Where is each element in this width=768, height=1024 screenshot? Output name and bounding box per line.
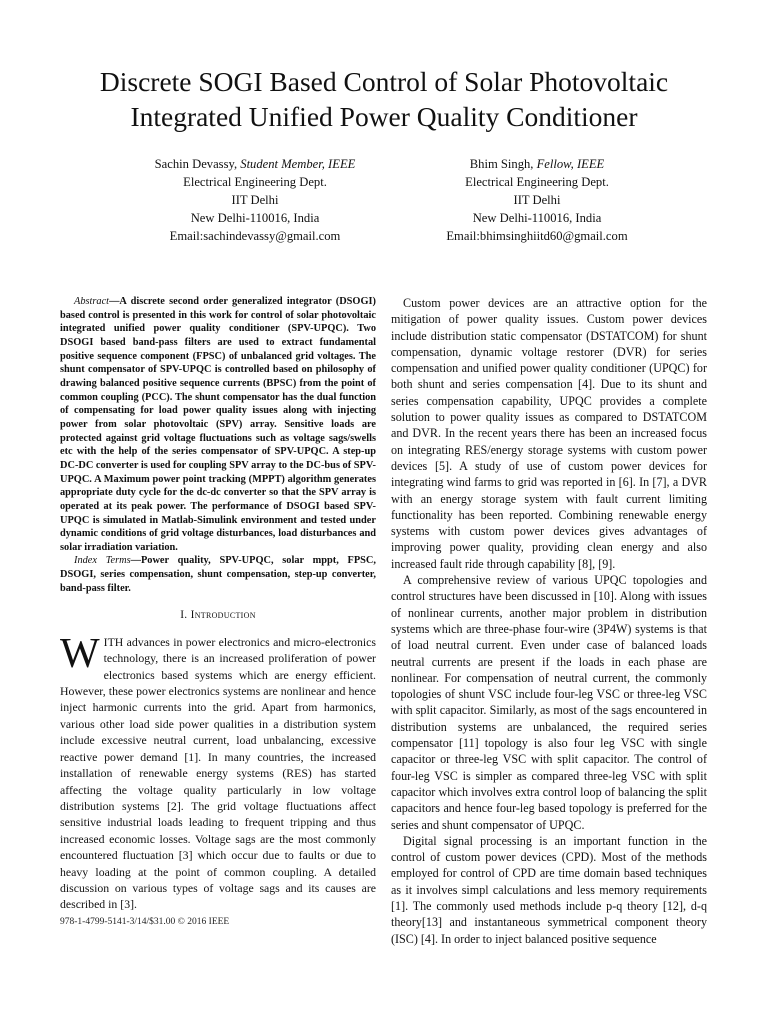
author-city: New Delhi-110016, India: [472, 211, 602, 225]
left-column: [60, 295, 376, 913]
intro-text: ITH advances in power electronics and micro-electronics technology, there is an increased proliferation of power electronics based systems which are energy efficient. However, these power electronics systems are nonlinear and hence inject harmonic currents into the grid. Apart from harmonics, various other load side power qualities in a distribution system include excessive neutral current, load unbalancing, excessive reactive power demand [1]. In many countries, the increased installation of renewable energy systems (RES) has started affecting the voltage quality particularly in low voltage distribution systems [2]. The grid voltage fluctuations affect sensitive industrial loads leading to frequent tripping and thus increased economic losses. Voltage sags are the most commonly encountered fluctuation [3] which occur due to faults or due to heavy loading at the point of common coupling. A detailed discussion on various types of voltage sags and its causes are described in [3].: [60, 634, 376, 912]
author-dept: Electrical Engineering Dept.: [183, 175, 327, 189]
drop-cap: W: [60, 630, 100, 677]
body-paragraph: Digital signal processing is an important function in the control of custom power devices (CPD). Most of the methods employed for control of CPD are time domain based techniques as it involves simpl calculations and less memory requirements [1]. The commonly used methods include p-q theory [12], d-q theory[13] and instantaneous symmetrical component theory (ISC) [4]. In order to inject balanced positive sequence: [391, 833, 707, 946]
abstract: [60, 295, 376, 554]
title-line-1: Discrete SOGI Based Control of Solar Photovoltaic: [99, 66, 669, 97]
author-name: Bhim Singh,: [469, 157, 534, 171]
section-number: I.: [180, 609, 188, 622]
author-role: Student Member, IEEE: [240, 157, 356, 171]
body-paragraph: Custom power devices are an attractive option for the mitigation of power quality issues. Custom power devices include distribution static compensator (DSTATCOM) for shunt compensation, dynamic voltage restorer (DVR) for series compensation and unified power quality conditioner (UPQC) for both shunt and series compensation [4]. Due to its shunt and series compensation capability, UPQC provides a complete solution to power quality issues as compared to DSTATCOM and DVR. In the recent years there has been an increased focus on integrating RES/energy storage systems with custom power devices [5]. A study of use of custom power devices for integrating wind farms to grid was reported in [6]. In [7], a DVR with an energy storage system with fault current limiting functionality has been reported. Combining renewable energy systems with custom power devices gives advantages of improving power quality, providing clean energy and also increased fault ride through capability [8], [9].: [391, 296, 707, 571]
abstract-text: —A discrete second order generalized integrator (DSOGI) based control is presented in this work for control of solar photovoltaic integrated unified power quality conditioner (SPV-UPQC). Two DSOGI based band-pass filters are used to extract fundamental positive sequence component (FPSC) of unbalanced grid voltages. The shunt compensator of SPV-UPQC is controlled based on philosophy of drawing balanced positive sequence currents (BPSC) from the point of common coupling (PCC). The shunt compensator has the dual function of compensating for load power quality issues along with injecting power from solar photovoltaic (SPV) array. Sensitive loads are protected against grid voltage fluctuations such as voltage sags/swells etc with the help of the series compensator of SPV-UPQC. A step-up DC-DC converter is used for coupling SPV array to the DC-bus of SPV-UPQC. A Maximum power point tracking (MPPT) algorithm generates appropriate duty cycle for the dc-dc converter so that the SPV array is operated at its peak power. The performance of DSOGI based SPV-UPQC is simulated in Matlab-Simulink environment and tested under dynamic conditions of grid voltage disturbances, load disturbances and solar irradiation variation.: [60, 296, 376, 553]
author-name: Sachin Devassy,: [154, 157, 238, 171]
author-institution: IIT Delhi: [231, 193, 279, 207]
title-line-2: Integrated Unified Power Quality Conditioner: [130, 101, 638, 132]
abstract-label: Abstract: [74, 296, 110, 307]
section-title: Introduction: [190, 609, 256, 622]
author-dept: Electrical Engineering Dept.: [465, 175, 609, 189]
author-email: Email:bhimsinghiitd60@gmail.com: [446, 229, 628, 243]
author-email: Email:sachindevassy@gmail.com: [169, 229, 341, 243]
index-terms: [60, 554, 376, 595]
paper-title: [30, 64, 738, 134]
section-heading: [60, 607, 376, 623]
right-column: [391, 295, 707, 947]
author-block-1: [105, 155, 405, 245]
author-role: Fellow, IEEE: [536, 157, 605, 171]
author-city: New Delhi-110016, India: [190, 211, 320, 225]
copyright-footer: 978-1-4799-5141-3/14/$31.00 © 2016 IEEE: [60, 917, 230, 927]
author-block-2: [387, 155, 687, 245]
index-terms-text: —Power quality, SPV-UPQC, solar mppt, FPSC, DSOGI, series compensation, shunt compensation, step-up converter, band-pass filter.: [60, 555, 376, 594]
author-institution: IIT Delhi: [513, 193, 561, 207]
intro-paragraph: [60, 630, 376, 913]
body-paragraph: A comprehensive review of various UPQC topologies and control structures have been discussed in [10]. Along with issues of nonlinear currents, another major problem in distribution systems which are three-phase four-wire (3P4W) systems is that of load neutral current. Even under case of balanced loads neutral currents are present if the loads in each phase are nonlinear. For compensation of neutral current, the commonly topologies of shunt VSC include four-leg VSC or three-leg VSC with split capacitor. Similarly, as most of the sags encountered in distribution systems are unbalanced, the required series compensator [11] topology is also four leg VSC with single capacitor or three-leg VSC with split capacitor. The control of four-leg VSC is simpler as compared three-leg VSC with split capacitor which involves extra control loop of balancing the split capacitors and hence four-leg based topology is preferred for the series and shunt compensator of UPQC.: [391, 573, 707, 832]
index-terms-label: Index Terms: [74, 555, 131, 567]
